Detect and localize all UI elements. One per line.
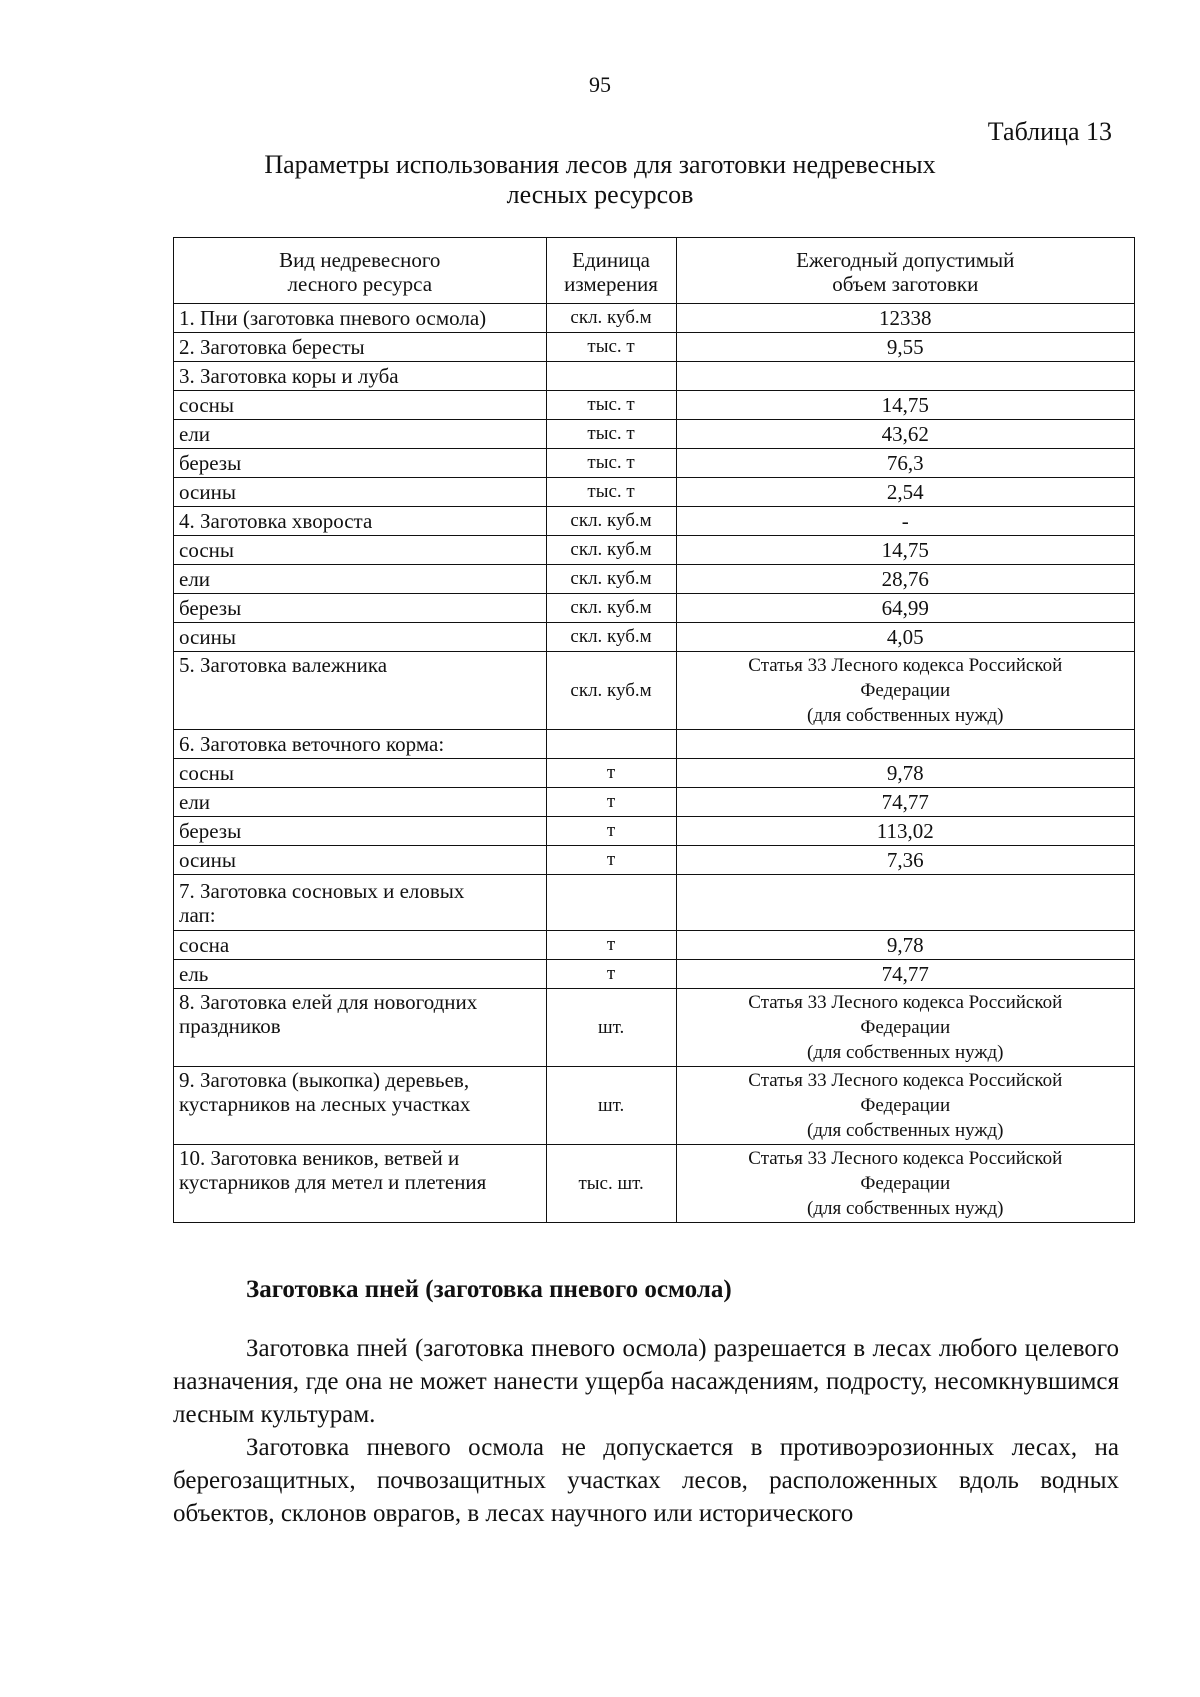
name-line: кустарников для метел и плетения	[179, 1170, 487, 1194]
value-cell: 14,75	[676, 536, 1134, 565]
unit-cell: скл. куб.м	[546, 507, 676, 536]
value-line: Статья 33 Лесного кодекса Российской	[748, 992, 1063, 1013]
value-cell: 43,62	[676, 420, 1134, 449]
value-line: Статья 33 Лесного кодекса Российской	[748, 1148, 1063, 1169]
header-unit	[546, 238, 676, 304]
table-row	[174, 391, 1135, 420]
value-cell: 9,78	[676, 931, 1134, 960]
table-row	[174, 362, 1135, 391]
unit-cell: тыс. шт.	[546, 1145, 676, 1223]
unit-cell: тыс. т	[546, 449, 676, 478]
name-line: 7. Заготовка сосновых и еловых	[179, 878, 465, 903]
value-cell: 9,78	[676, 759, 1134, 788]
body-paragraph: Заготовка пневого осмола не допускается в противоэрозионных лесах, на берегозащитных, почвозащитных участках лесов, расположенных вдоль водных объектов, склонов оврагов, в лесах научного или исторического	[173, 1434, 1119, 1527]
value-cell: 74,77	[676, 788, 1134, 817]
name-line: 10. Заготовка веников, ветвей и	[179, 1146, 460, 1170]
name-line: 8. Заготовка елей для новогодних	[179, 990, 478, 1014]
value-line: (для собственных нужд)	[807, 705, 1004, 726]
unit-cell: скл. куб.м	[546, 652, 676, 730]
value-cell	[676, 730, 1134, 759]
header-text: лесного ресурса	[287, 271, 433, 296]
unit-cell: скл. куб.м	[546, 304, 676, 333]
table-row	[174, 565, 1135, 594]
value-cell: 14,75	[676, 391, 1134, 420]
resource-name: 5. Заготовка валежника	[174, 652, 547, 730]
table-row	[174, 333, 1135, 362]
value-cell	[676, 1145, 1134, 1223]
name-line: 9. Заготовка (выкопка) деревьев,	[179, 1068, 470, 1092]
header-text: Ежегодный допустимый	[796, 247, 1015, 272]
unit-cell: скл. куб.м	[546, 594, 676, 623]
resource-name: березы	[174, 594, 547, 623]
resource-name: 2. Заготовка бересты	[174, 333, 547, 362]
value-line: (для собственных нужд)	[807, 1198, 1004, 1219]
table-row	[174, 594, 1135, 623]
resource-name: сосны	[174, 759, 547, 788]
unit-cell: т	[546, 817, 676, 846]
unit-cell: скл. куб.м	[546, 536, 676, 565]
value-cell: 12338	[676, 304, 1134, 333]
unit-cell: т	[546, 788, 676, 817]
resource-name: осины	[174, 846, 547, 875]
value-line: Федерации	[860, 1173, 951, 1194]
unit-cell: скл. куб.м	[546, 623, 676, 652]
resource-name: 1. Пни (заготовка пневого осмола)	[174, 304, 547, 333]
value-cell: 74,77	[676, 960, 1134, 989]
value-cell: 113,02	[676, 817, 1134, 846]
table-row	[174, 623, 1135, 652]
value-cell: -	[676, 507, 1134, 536]
header-text: Единица	[572, 247, 650, 272]
table-row	[174, 304, 1135, 333]
table-row	[174, 652, 1135, 730]
resource-name: сосна	[174, 931, 547, 960]
resource-name: 3. Заготовка коры и луба	[174, 362, 547, 391]
table-label: Таблица 13	[987, 117, 1112, 146]
resource-name: осины	[174, 623, 547, 652]
resource-name: ели	[174, 788, 547, 817]
unit-cell: шт.	[546, 1067, 676, 1145]
value-line: Федерации	[860, 1017, 951, 1038]
value-cell: 7,36	[676, 846, 1134, 875]
table-row	[174, 420, 1135, 449]
value-cell	[676, 1067, 1134, 1145]
resource-name: березы	[174, 449, 547, 478]
unit-cell: т	[546, 960, 676, 989]
value-cell: 2,54	[676, 478, 1134, 507]
table-row	[174, 817, 1135, 846]
table-row	[174, 788, 1135, 817]
value-cell: 28,76	[676, 565, 1134, 594]
header-text: Вид недревесного	[279, 247, 441, 272]
table-row	[174, 449, 1135, 478]
resource-name	[174, 1067, 547, 1145]
table-title	[200, 150, 1000, 210]
table-row	[174, 730, 1135, 759]
resource-name: 4. Заготовка хвороста	[174, 507, 547, 536]
resources-table	[173, 237, 1135, 1223]
table-row	[174, 931, 1135, 960]
table-header-row	[174, 238, 1135, 304]
header-text: измерения	[564, 271, 658, 296]
table-row	[174, 1067, 1135, 1145]
unit-cell: скл. куб.м	[546, 565, 676, 594]
resource-name: сосны	[174, 391, 547, 420]
value-cell	[676, 989, 1134, 1067]
body-paragraph: Заготовка пней (заготовка пневого осмола) разрешается в лесах любого целевого назначения, где она не может нанести ущерба насаждениям, подросту, несомкнувшимся лесным культурам.	[173, 1335, 1119, 1428]
name-line: праздников	[179, 1014, 281, 1038]
unit-cell: т	[546, 931, 676, 960]
header-text: объем заготовки	[832, 271, 979, 296]
section-heading: Заготовка пней (заготовка пневого осмола)	[246, 1276, 732, 1303]
resource-name	[174, 989, 547, 1067]
resource-name: ели	[174, 420, 547, 449]
unit-cell: т	[546, 759, 676, 788]
unit-cell: тыс. т	[546, 333, 676, 362]
unit-cell: шт.	[546, 989, 676, 1067]
resource-name: ель	[174, 960, 547, 989]
value-line: Федерации	[860, 1095, 951, 1116]
resource-name: сосны	[174, 536, 547, 565]
table-row	[174, 846, 1135, 875]
table-title-line: Параметры использования лесов для заготовки недревесных	[264, 150, 936, 179]
value-cell	[676, 652, 1134, 730]
unit-cell	[546, 362, 676, 391]
value-line: (для собственных нужд)	[807, 1120, 1004, 1141]
header-resource-type	[174, 238, 547, 304]
value-line: Статья 33 Лесного кодекса Российской	[748, 1070, 1063, 1091]
resource-name: березы	[174, 817, 547, 846]
unit-cell: тыс. т	[546, 420, 676, 449]
value-cell: 4,05	[676, 623, 1134, 652]
table-row	[174, 536, 1135, 565]
value-cell: 9,55	[676, 333, 1134, 362]
value-cell	[676, 362, 1134, 391]
resource-name: ели	[174, 565, 547, 594]
unit-cell	[546, 875, 676, 931]
resource-name	[174, 875, 547, 931]
unit-cell: тыс. т	[546, 478, 676, 507]
name-line: кустарников на лесных участках	[179, 1092, 471, 1116]
header-annual-volume	[676, 238, 1134, 304]
table-row	[174, 759, 1135, 788]
name-line: лап:	[179, 902, 216, 927]
table-row	[174, 875, 1135, 931]
resource-name: осины	[174, 478, 547, 507]
page-number: 95	[589, 72, 611, 97]
value-line: (для собственных нужд)	[807, 1042, 1004, 1063]
value-line: Статья 33 Лесного кодекса Российской	[748, 655, 1063, 676]
value-line: Федерации	[860, 680, 951, 701]
table-row	[174, 1145, 1135, 1223]
table-row	[174, 960, 1135, 989]
table-row	[174, 478, 1135, 507]
unit-cell	[546, 730, 676, 759]
unit-cell: тыс. т	[546, 391, 676, 420]
table-title-line: лесных ресурсов	[506, 180, 694, 209]
resource-name	[174, 1145, 547, 1223]
value-cell	[676, 875, 1134, 931]
unit-cell: т	[546, 846, 676, 875]
resource-name: 6. Заготовка веточного корма:	[174, 730, 547, 759]
value-cell: 76,3	[676, 449, 1134, 478]
table-row	[174, 989, 1135, 1067]
value-cell: 64,99	[676, 594, 1134, 623]
table-row	[174, 507, 1135, 536]
